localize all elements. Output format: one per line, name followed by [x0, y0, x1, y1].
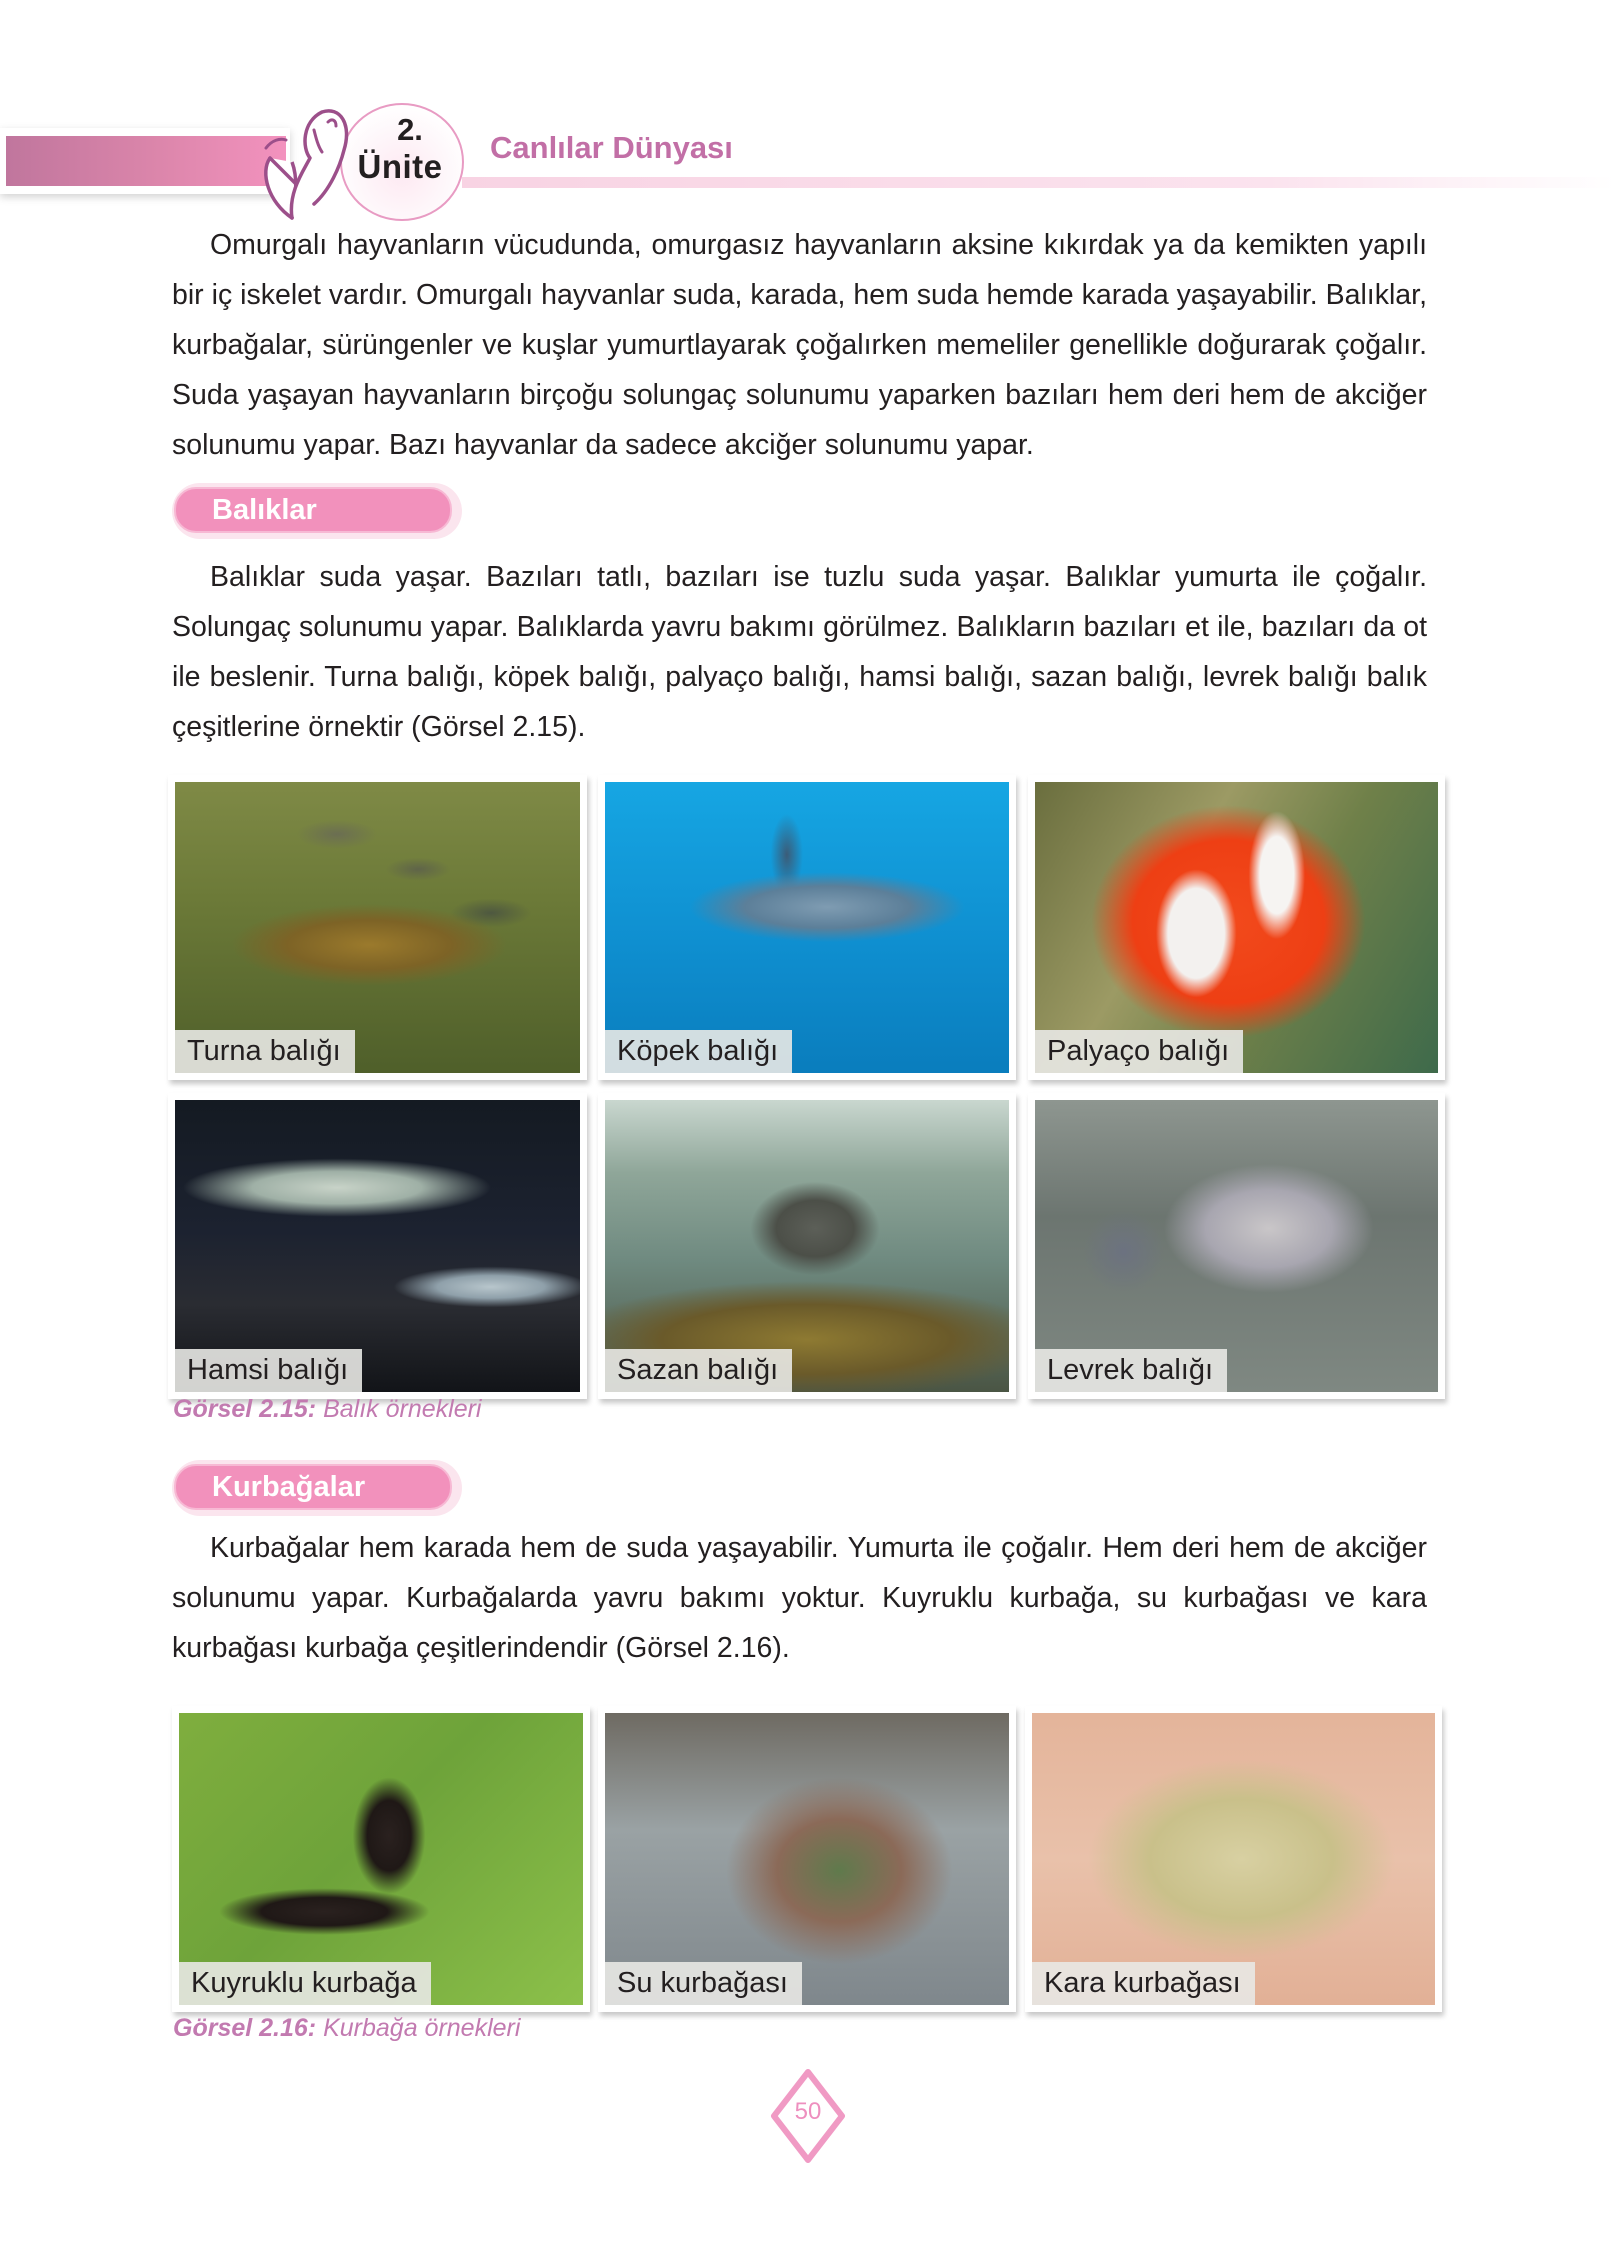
unit-label: Ünite [357, 148, 443, 185]
photo-label: Palyaço balığı [1035, 1030, 1243, 1073]
photo-carp [605, 1100, 1009, 1392]
photo-water-frog [605, 1713, 1009, 2005]
photo-label: Hamsi balığı [175, 1349, 362, 1392]
intro-text: Omurgalı hayvanların vücudunda, omurgasız hayvanların aksine kıkırdak ya da kemikten yapılı bir iç iskelet vardır. Omurgalı hayvanlar suda, karada, hem suda hemde karada yaşayabilir. Balıklar, kurbağalar, sürüngenler ve kuşlar yumurtlayarak çoğalırken memeliler genellikle doğurarak çoğalır. Suda yaşayan hayvanların birçoğu solungaç solunumu yaparken bazıları hem deri hem de akciğer solunumu yapar. Bazı hayvanlar da sadece akciğer solunumu yapar. [172, 229, 1427, 461]
photo-frame-carp [598, 1093, 1016, 1399]
photo-label: Kuyruklu kurbağa [179, 1962, 431, 2005]
photo-label: Levrek balığı [1035, 1349, 1227, 1392]
photo-salamander [179, 1713, 583, 2005]
photo-frame-water-frog [598, 1706, 1016, 2012]
photo-frame-pike [168, 775, 587, 1080]
photo-clownfish [1035, 782, 1438, 1073]
figure-caption-fish [173, 1395, 482, 1424]
photo-label: Kara kurbağası [1032, 1962, 1255, 2005]
chapter-title: Canlılar Dünyası [490, 130, 733, 165]
fish-paragraph [172, 552, 1427, 752]
photo-frame-toad [1025, 1706, 1442, 2012]
photo-frame-anchovy [168, 1093, 587, 1399]
section-heading-fish: Balıklar [174, 487, 452, 533]
section-heading-frogs: Kurbağalar [174, 1464, 452, 1510]
photo-frame-shark [598, 775, 1016, 1080]
photo-label: Köpek balığı [605, 1030, 792, 1073]
photo-pike [175, 782, 580, 1073]
caption-ref: Görsel 2.15: [173, 1395, 317, 1423]
photo-frame-clownfish [1028, 775, 1445, 1080]
intro-paragraph [172, 220, 1427, 470]
frog-paragraph [172, 1523, 1427, 1673]
photo-label: Su kurbağası [605, 1962, 802, 2005]
figure-caption-frogs [173, 2014, 520, 2043]
frog-text: Kurbağalar hem karada hem de suda yaşayabilir. Yumurta ile çoğalır. Hem deri hem de akciğer solunumu yapar. Kurbağalarda yavru bakımı yoktur. Kuyruklu kurbağa, su kurbağası ve kara kurbağası kurbağa çeşitlerindendir (Görsel 2.16). [172, 1532, 1427, 1664]
fish-text: Balıklar suda yaşar. Bazıları tatlı, bazıları ise tuzlu suda yaşar. Balıklar yumurta ile çoğalır. Solungaç solunumu yapar. Balıklarda yavru bakımı görülmez. Balıkların bazıları et ile, bazıları da ot ile beslenir. Turna balığı, köpek balığı, palyaço balığı, hamsi balığı, sazan balığı, levrek balığı balık çeşitlerine örnektir (Görsel 2.15). [172, 561, 1427, 743]
unit-number: 2. [397, 112, 423, 147]
photo-frame-salamander [172, 1706, 590, 2012]
caption-text: Balık örnekleri [316, 1395, 482, 1423]
photo-toad [1032, 1713, 1435, 2005]
caption-ref: Görsel 2.16: [173, 2014, 317, 2042]
unit-banner-bar [6, 136, 286, 186]
chapter-title-underline [462, 177, 1615, 188]
photo-shark [605, 782, 1009, 1073]
photo-anchovy [175, 1100, 580, 1392]
photo-label: Turna balığı [175, 1030, 355, 1073]
page-number: 50 [794, 2098, 822, 2125]
caption-text: Kurbağa örnekleri [316, 2014, 521, 2042]
photo-label: Sazan balığı [605, 1349, 792, 1392]
photo-frame-seabass [1028, 1093, 1445, 1399]
photo-seabass [1035, 1100, 1438, 1392]
